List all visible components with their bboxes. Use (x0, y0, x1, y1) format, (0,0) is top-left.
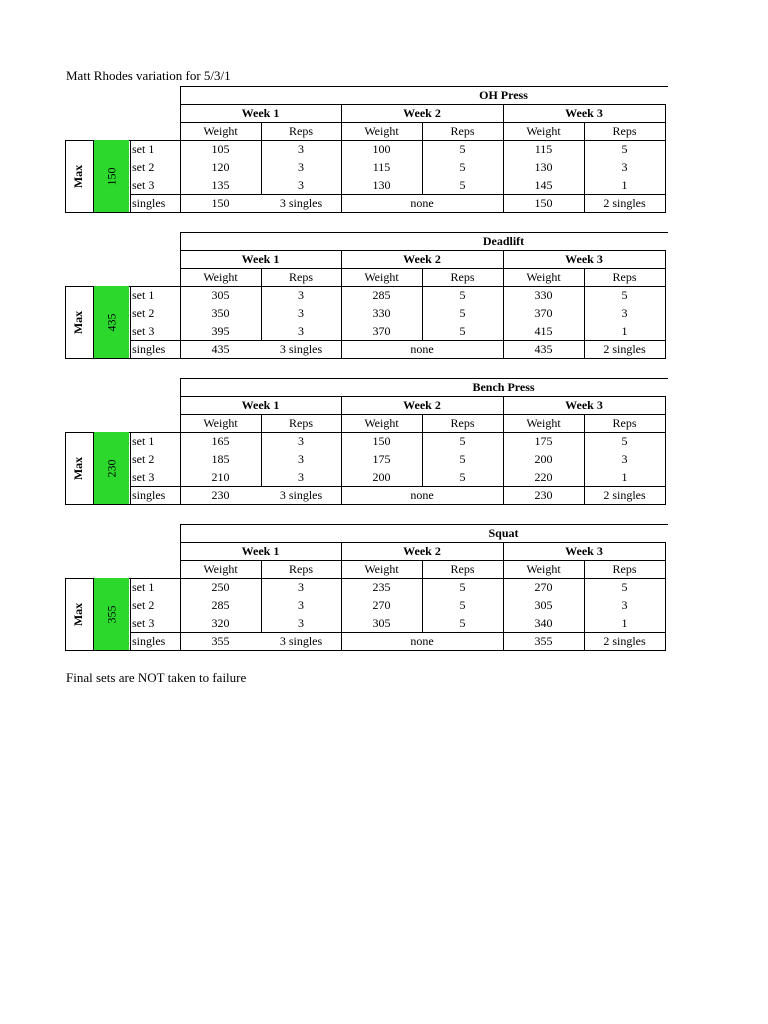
week-3-weight: 130 (534, 160, 553, 174)
week-1-reps: 3 (298, 306, 304, 320)
week-3-reps: 1 (621, 178, 628, 192)
reps-header: Reps (612, 270, 637, 284)
week-1-weight: 185 (211, 452, 230, 466)
week-3-weight: 305 (534, 598, 553, 612)
weight-header: Weight (364, 562, 399, 576)
week-2-reps: 5 (459, 288, 466, 302)
week-3-singles-reps: 2 singles (603, 634, 646, 648)
reps-header: Reps (450, 562, 475, 576)
weight-header: Weight (203, 562, 238, 576)
max-value: 150 (94, 140, 129, 212)
reps-header: Reps (612, 562, 637, 576)
footnote: Final sets are NOT taken to failure (66, 670, 247, 685)
week-2-reps: 5 (459, 306, 466, 320)
week-3-singles-reps: 2 singles (603, 488, 646, 502)
weight-header: Weight (203, 270, 238, 284)
week-2-weight: 150 (372, 434, 391, 448)
week-3-header: Week 3 (565, 398, 603, 412)
week-2-weight: 100 (372, 142, 391, 156)
set-label: set 3 (132, 616, 155, 630)
weight-header: Weight (526, 124, 561, 138)
week-3-reps: 3 (621, 598, 628, 612)
week-3-reps: 5 (621, 434, 628, 448)
week-2-reps: 5 (459, 142, 466, 156)
week-3-weight: 415 (534, 324, 553, 338)
week-2-reps: 5 (459, 580, 466, 594)
week-2-weight: 115 (372, 160, 391, 174)
reps-header: Reps (612, 416, 637, 430)
set-label: set 1 (132, 434, 155, 448)
max-value: 230 (94, 432, 129, 504)
week-2-weight: 370 (372, 324, 391, 338)
week-3-reps: 1 (621, 324, 628, 338)
week-3-weight: 370 (534, 306, 553, 320)
week-2-header: Week 2 (403, 252, 441, 266)
weight-header: Weight (364, 124, 399, 138)
week-3-singles-reps: 2 singles (603, 196, 646, 210)
week-1-reps: 3 (298, 288, 304, 302)
max-value: 435 (94, 286, 129, 358)
set-label: set 1 (132, 142, 155, 156)
lift-name: OH Press (479, 88, 528, 102)
week-3-reps: 5 (621, 580, 628, 594)
reps-header: Reps (612, 124, 637, 138)
weight-header: Weight (364, 416, 399, 430)
lift-block-deadlift (0, 232, 768, 362)
set-label: set 3 (132, 178, 155, 192)
week-1-weight: 210 (211, 470, 230, 484)
lift-block-bench-press (0, 378, 768, 508)
week-2-weight: 305 (372, 616, 391, 630)
week-1-header: Week 1 (241, 398, 280, 412)
set-label: set 2 (132, 306, 155, 320)
week-2-reps: 5 (459, 452, 466, 466)
week-2-reps: 5 (459, 598, 466, 612)
week-1-reps: 3 (298, 324, 304, 338)
week-1-header: Week 1 (241, 252, 280, 266)
singles-label: singles (132, 196, 166, 210)
week-1-singles-reps: 3 singles (279, 342, 323, 356)
document-title: Matt Rhodes variation for 5/3/1 (66, 68, 231, 83)
week-2-header: Week 2 (403, 106, 441, 120)
reps-header: Reps (450, 124, 475, 138)
week-3-weight: 145 (534, 178, 553, 192)
week-1-reps: 3 (298, 616, 304, 630)
week-3-reps: 1 (621, 470, 628, 484)
week-1-singles-weight: 150 (211, 196, 230, 210)
singles-label: singles (132, 488, 166, 502)
week-1-header: Week 1 (241, 106, 280, 120)
weight-header: Weight (526, 562, 561, 576)
reps-header: Reps (450, 270, 475, 284)
week-1-reps: 3 (298, 598, 304, 612)
set-label: set 3 (132, 324, 155, 338)
week-1-weight: 395 (211, 324, 230, 338)
week-1-singles-reps: 3 singles (279, 196, 323, 210)
week-1-singles-weight: 355 (211, 634, 230, 648)
week-3-weight: 270 (534, 580, 553, 594)
week-1-weight: 250 (211, 580, 230, 594)
max-value: 355 (94, 578, 129, 650)
week-2-weight: 330 (372, 306, 391, 320)
week-1-weight: 165 (211, 434, 230, 448)
week-2-weight: 270 (372, 598, 391, 612)
week-2-singles: none (410, 488, 434, 502)
week-1-header: Week 1 (241, 544, 280, 558)
week-2-reps: 5 (459, 160, 466, 174)
week-3-header: Week 3 (565, 252, 603, 266)
weight-header: Weight (203, 416, 238, 430)
set-label: set 1 (132, 580, 155, 594)
week-3-header: Week 3 (565, 544, 603, 558)
week-1-reps: 3 (298, 178, 304, 192)
max-label: Max (71, 310, 86, 334)
week-1-reps: 3 (298, 452, 304, 466)
week-2-weight: 200 (372, 470, 391, 484)
lift-block-oh-press (0, 86, 768, 216)
week-3-singles-reps: 2 singles (603, 342, 646, 356)
week-3-singles-weight: 355 (534, 634, 553, 648)
lift-name: Squat (488, 526, 519, 540)
week-3-singles-weight: 150 (534, 196, 553, 210)
week-2-header: Week 2 (403, 398, 441, 412)
week-3-weight: 200 (534, 452, 553, 466)
week-2-weight: 285 (372, 288, 391, 302)
week-1-reps: 3 (298, 470, 304, 484)
max-label: Max (71, 164, 86, 188)
week-2-reps: 5 (459, 470, 466, 484)
set-label: set 1 (132, 288, 155, 302)
week-3-reps: 5 (621, 288, 628, 302)
week-2-weight: 235 (372, 580, 391, 594)
weight-header: Weight (364, 270, 399, 284)
week-3-reps: 3 (621, 160, 628, 174)
weight-header: Weight (526, 270, 561, 284)
weight-header: Weight (526, 416, 561, 430)
week-3-reps: 3 (621, 452, 628, 466)
week-2-weight: 175 (372, 452, 391, 466)
week-1-singles-reps: 3 singles (279, 634, 323, 648)
reps-header: Reps (289, 562, 313, 576)
week-2-weight: 130 (372, 178, 391, 192)
singles-label: singles (132, 342, 166, 356)
weight-header: Weight (203, 124, 238, 138)
week-1-weight: 285 (211, 598, 230, 612)
lift-block-squat (0, 524, 768, 654)
week-1-weight: 135 (211, 178, 230, 192)
week-3-reps: 3 (621, 306, 628, 320)
week-2-singles: none (410, 196, 434, 210)
week-1-singles-weight: 230 (211, 488, 230, 502)
week-3-weight: 330 (534, 288, 553, 302)
week-1-reps: 3 (298, 142, 304, 156)
week-1-weight: 105 (211, 142, 230, 156)
week-1-singles-reps: 3 singles (279, 488, 323, 502)
reps-header: Reps (289, 416, 313, 430)
reps-header: Reps (289, 124, 313, 138)
set-label: set 2 (132, 598, 155, 612)
max-label: Max (71, 602, 86, 626)
week-3-weight: 340 (534, 616, 553, 630)
set-label: set 3 (132, 470, 155, 484)
set-label: set 2 (132, 452, 155, 466)
week-1-reps: 3 (298, 434, 304, 448)
week-1-reps: 3 (298, 160, 304, 174)
week-3-weight: 175 (534, 434, 553, 448)
week-3-weight: 115 (534, 142, 553, 156)
week-3-singles-weight: 435 (534, 342, 553, 356)
reps-header: Reps (450, 416, 475, 430)
week-3-weight: 220 (534, 470, 553, 484)
week-3-reps: 5 (621, 142, 628, 156)
week-1-singles-weight: 435 (211, 342, 230, 356)
reps-header: Reps (289, 270, 313, 284)
week-3-header: Week 3 (565, 106, 603, 120)
week-2-singles: none (410, 342, 434, 356)
week-2-reps: 5 (459, 434, 466, 448)
lift-name: Deadlift (482, 234, 525, 248)
week-1-weight: 320 (211, 616, 230, 630)
week-3-singles-weight: 230 (534, 488, 553, 502)
week-2-reps: 5 (459, 616, 466, 630)
week-1-weight: 120 (211, 160, 230, 174)
week-2-reps: 5 (459, 324, 466, 338)
singles-label: singles (132, 634, 166, 648)
week-1-weight: 350 (211, 306, 230, 320)
week-1-weight: 305 (211, 288, 230, 302)
week-2-singles: none (410, 634, 434, 648)
lift-name: Bench Press (472, 380, 535, 394)
max-label: Max (71, 456, 86, 480)
set-label: set 2 (132, 160, 155, 174)
week-3-reps: 1 (621, 616, 628, 630)
week-2-reps: 5 (459, 178, 466, 192)
week-1-reps: 3 (298, 580, 304, 594)
week-2-header: Week 2 (403, 544, 441, 558)
